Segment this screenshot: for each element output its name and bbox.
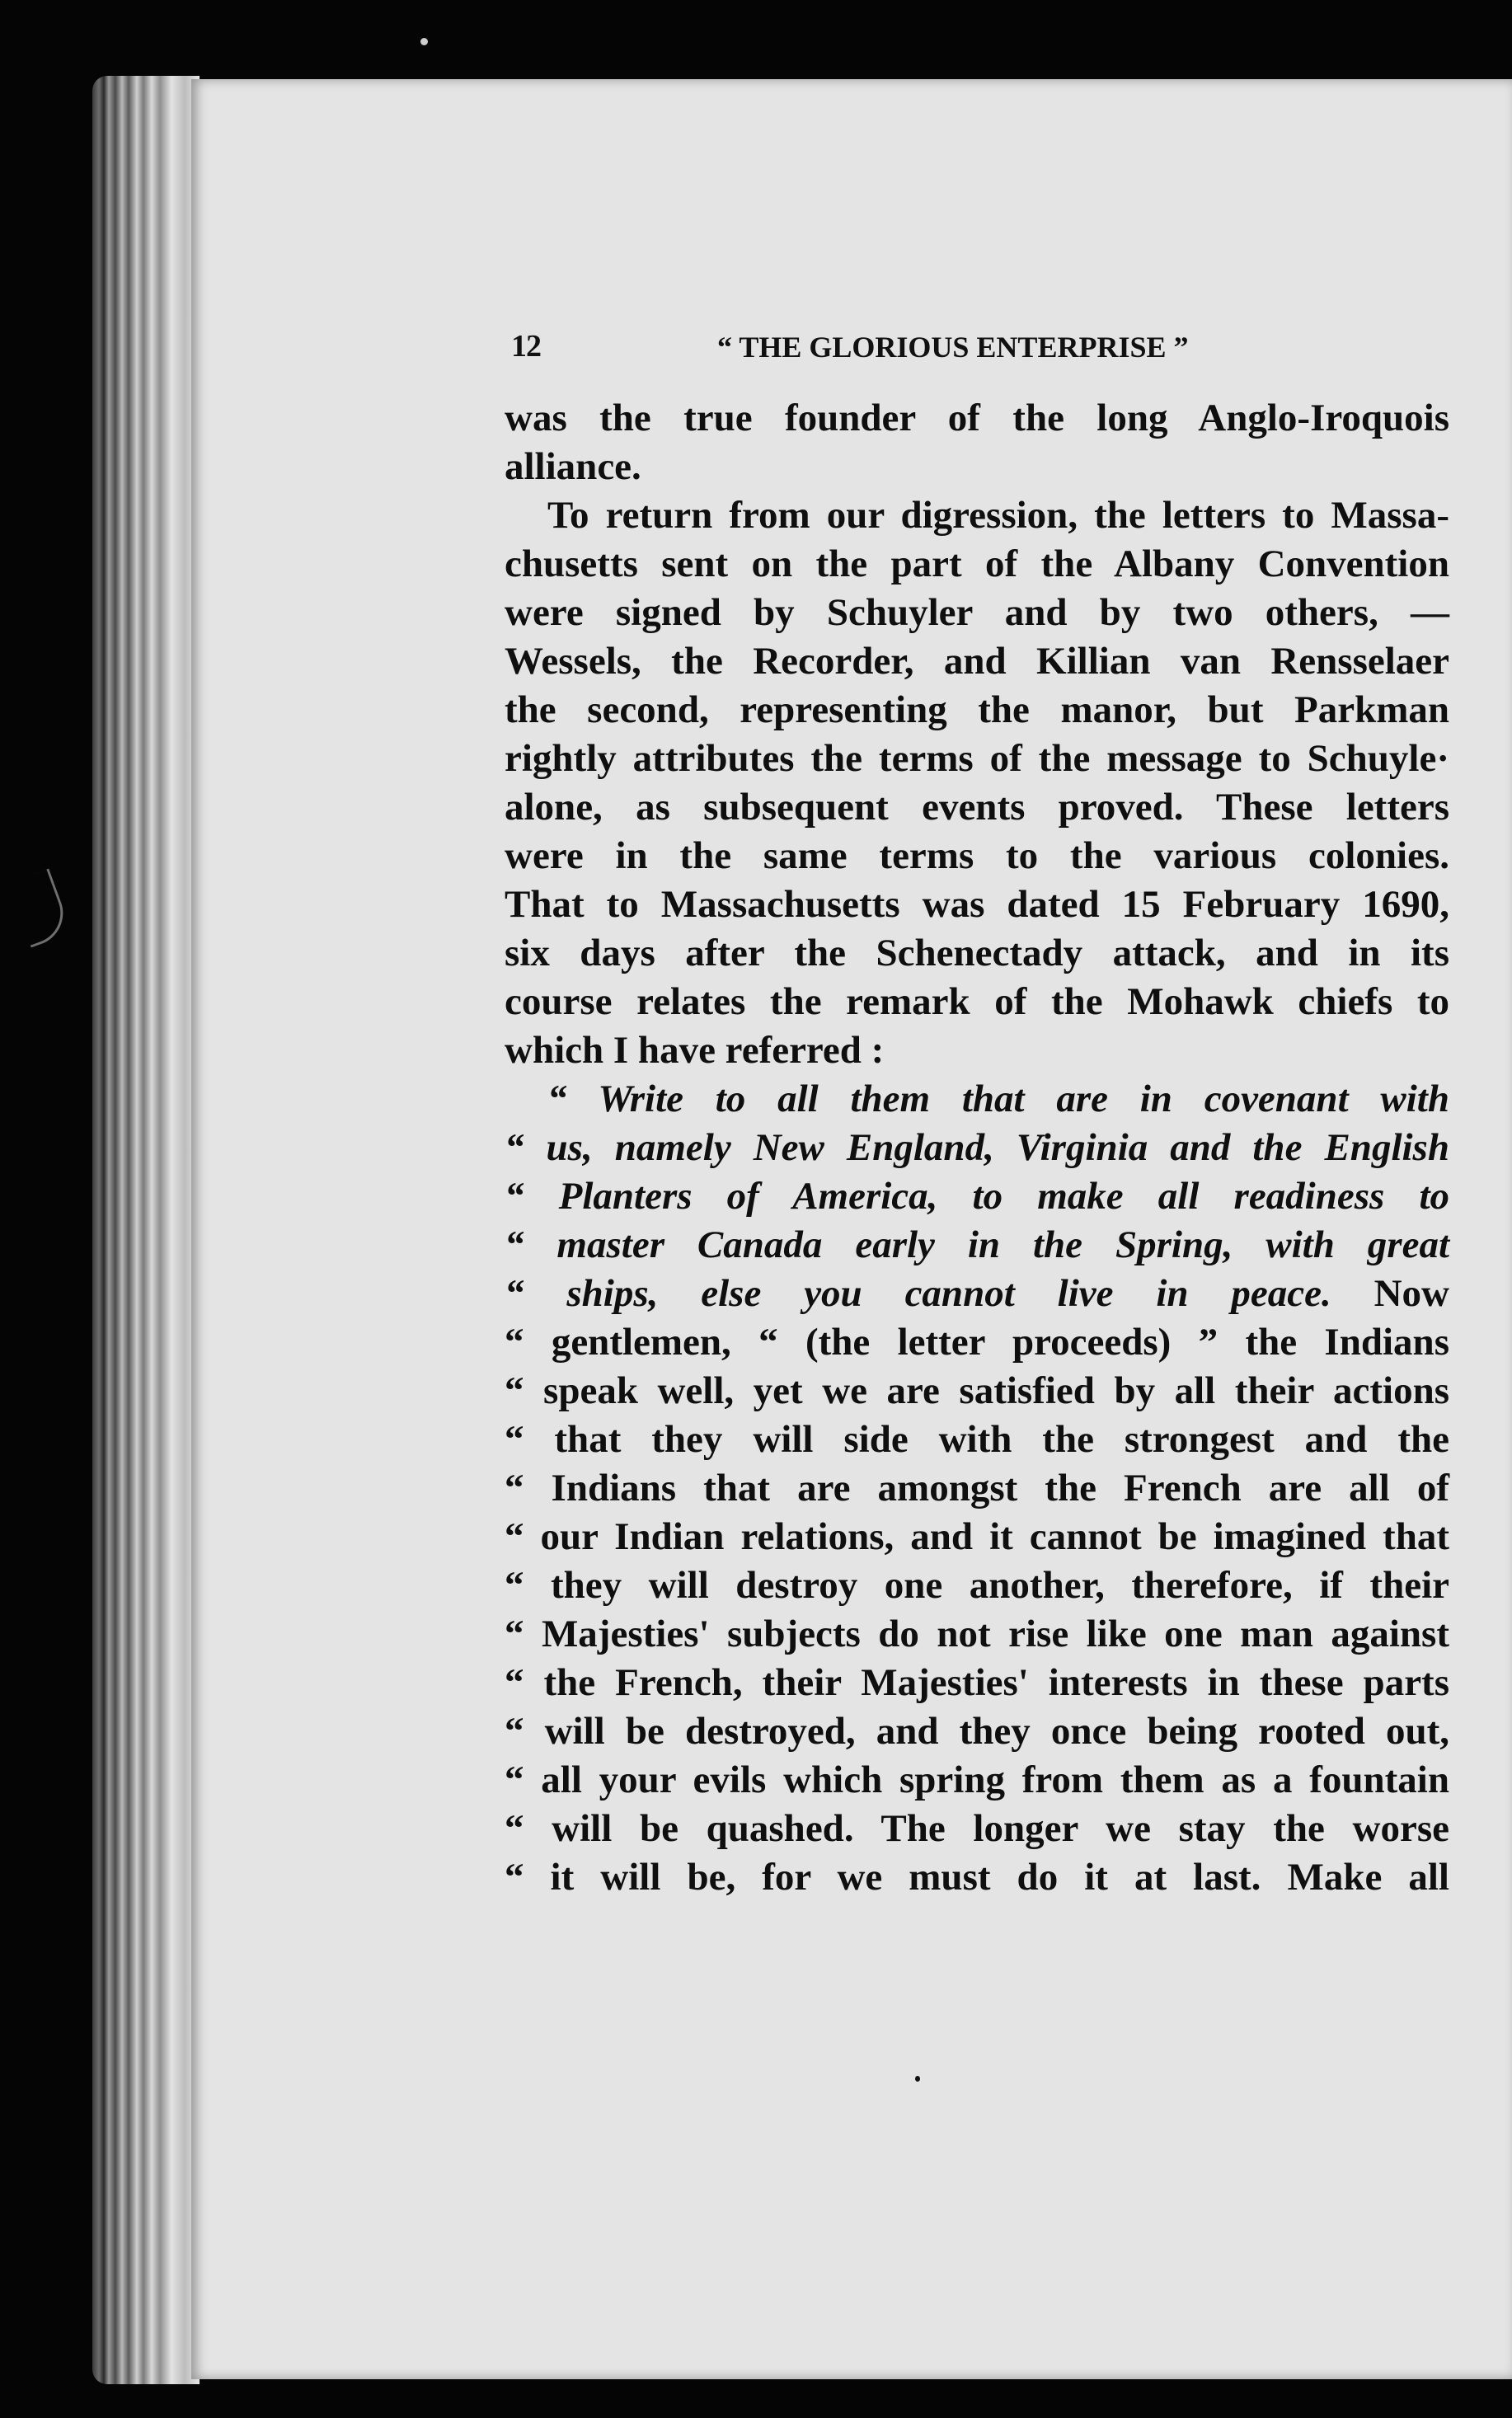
ink-speck	[915, 2076, 920, 2082]
quote-line: “ that they will side with the strongest and the	[505, 1418, 1449, 1461]
quote-line: “ us, namely New England, Virginia and the English	[505, 1126, 1449, 1169]
text-line: alone, as subsequent events proved. These letters	[505, 786, 1449, 829]
quote-line: “ will be quashed. The longer we stay the worse	[505, 1807, 1449, 1850]
quote-line: “ Majesties' subjects do not rise like one man against	[505, 1613, 1449, 1655]
book-page-edges	[92, 76, 200, 2384]
quote-line: “ master Canada early in the Spring, with great	[505, 1223, 1449, 1266]
quote-line: “ our Indian relations, and it cannot be imagined that	[505, 1515, 1449, 1558]
running-head	[511, 328, 1443, 374]
text-line: That to Massachusetts was dated 15 February 1690,	[505, 883, 1449, 926]
quote-italic-part: “ ships, else you cannot live in peace.	[505, 1272, 1331, 1315]
text-line: To return from our digression, the letters to Massa-	[547, 494, 1449, 537]
text-line: was the true founder of the long Anglo-Iroquois	[505, 397, 1449, 439]
text-line: which I have referred :	[505, 1029, 885, 1072]
text-line: were in the same terms to the various colonies.	[505, 834, 1449, 877]
text-line: chusetts sent on the part of the Albany Convention	[505, 542, 1449, 585]
text-line: Wessels, the Recorder, and Killian van Rensselaer	[505, 640, 1449, 683]
quote-line-mixed	[505, 1270, 1449, 1318]
page-number: 12	[511, 329, 541, 364]
quote-line: “ speak well, yet we are satisfied by all their actions	[505, 1369, 1449, 1412]
quote-roman-part: Now	[1331, 1272, 1449, 1315]
text-line: course relates the remark of the Mohawk chiefs to	[505, 980, 1449, 1023]
text-line: six days after the Schenectady attack, and in its	[505, 932, 1449, 974]
quote-line: “ all your evils which spring from them as a fountain	[505, 1758, 1449, 1801]
quote-line: “ it will be, for we must do it at last. Make all	[505, 1856, 1449, 1899]
margin-mark	[7, 868, 72, 947]
quote-line: “ Indians that are amongst the French are all of	[505, 1467, 1449, 1509]
body-text	[505, 394, 1449, 1902]
text-line: the second, representing the manor, but Parkman	[505, 688, 1449, 731]
quote-line: “ Planters of America, to make all readiness to	[505, 1175, 1449, 1218]
running-title: “ THE GLORIOUS ENTERPRISE ”	[717, 331, 1189, 364]
quote-line: “ gentlemen, “ (the letter proceeds) ” the Indians	[505, 1321, 1449, 1364]
text-line: were signed by Schuyler and by two others, —	[505, 591, 1449, 634]
text-line: rightly attributes the terms of the message to Schuyle·	[505, 737, 1449, 780]
quote-line: “ they will destroy one another, therefore, if their	[505, 1564, 1449, 1607]
dust-speck	[420, 38, 428, 45]
quote-line: “ will be destroyed, and they once being rooted out,	[505, 1710, 1449, 1753]
text-line: alliance.	[505, 445, 641, 488]
quote-line: “ Write to all them that are in covenant with	[547, 1078, 1449, 1120]
quote-line: “ the French, their Majesties' interests in these parts	[505, 1661, 1449, 1704]
